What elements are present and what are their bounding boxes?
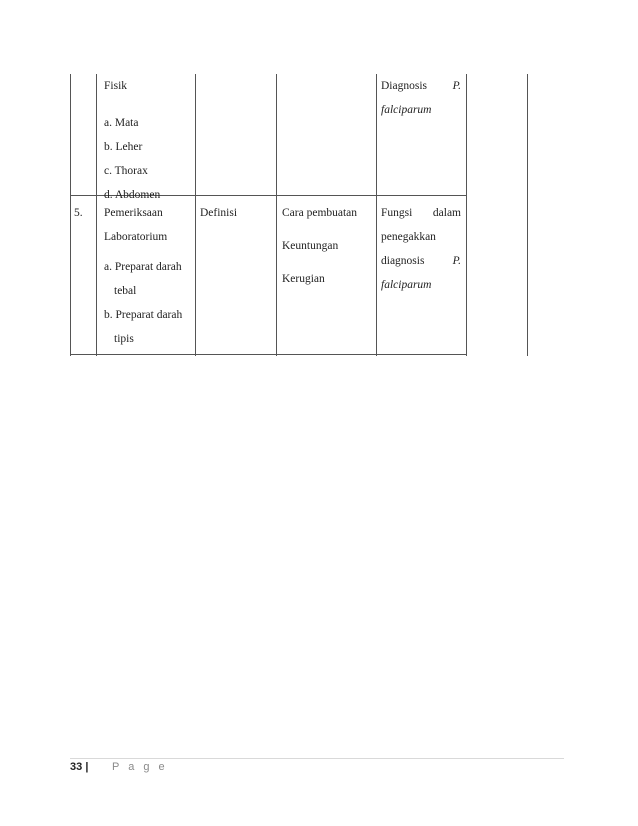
cell-text: P. [452, 80, 461, 92]
cell-text: P. [452, 255, 461, 267]
evaluation-table [70, 74, 528, 356]
table-border-bottom [70, 354, 467, 355]
list-item: Cara pembuatan [282, 207, 358, 219]
cell-text: dalam [432, 207, 461, 219]
table-divider-col4 [376, 74, 377, 356]
item-title: Laboratorium [104, 231, 168, 243]
page-footer [70, 758, 564, 781]
column-5-cell [381, 74, 461, 122]
item-cell [104, 201, 194, 351]
table-divider-col2 [195, 74, 196, 356]
table-border-left [70, 74, 71, 356]
item-title: Pemeriksaan [104, 207, 163, 219]
list-item: Kerugian [282, 273, 325, 285]
item-title: Fisik [104, 80, 128, 92]
item-cell [104, 74, 192, 207]
list-item: d. Abdomen [104, 189, 161, 201]
column-3-cell: Definisi [200, 207, 238, 219]
cell-text: penegakkan [381, 231, 436, 243]
table-border-right [527, 74, 528, 356]
cell-text: diagnosis [381, 255, 425, 267]
list-item: a. Preparat darah [104, 261, 182, 273]
table-divider-col5 [466, 74, 467, 356]
table-divider-col1 [96, 74, 97, 356]
cell-text: falciparum [381, 104, 432, 116]
list-item: tebal [114, 285, 137, 297]
list-item: c. Thorax [104, 165, 148, 177]
cell-text: falciparum [381, 279, 432, 291]
column-4-cell [282, 201, 374, 291]
list-item: b. Preparat darah [104, 309, 183, 321]
page-label: P a g e [112, 761, 168, 773]
list-item: b. Leher [104, 141, 143, 153]
page-number: 33 | [70, 761, 89, 773]
row-number: 5. [74, 207, 83, 219]
list-item: a. Mata [104, 117, 139, 129]
table-divider-col3 [276, 74, 277, 356]
cell-text: Fungsi [381, 207, 413, 219]
column-5-cell [381, 201, 461, 297]
list-item: Keuntungan [282, 240, 339, 252]
list-item: tipis [114, 333, 134, 345]
cell-text: Diagnosis [381, 80, 427, 92]
